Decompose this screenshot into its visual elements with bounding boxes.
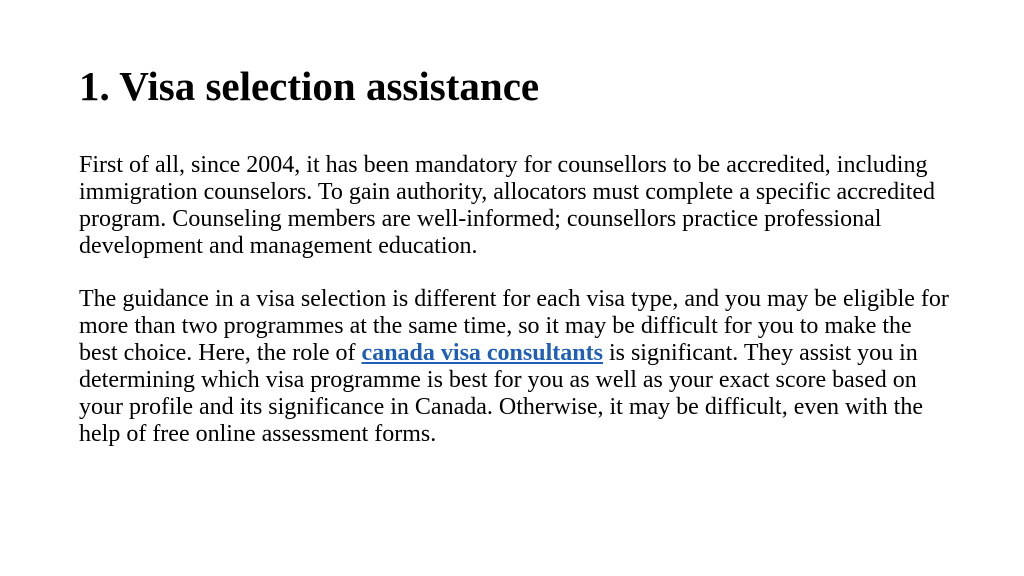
canada-visa-consultants-link[interactable]: canada visa consultants [361, 340, 603, 366]
paragraph-text-after-link: is significant. They assist you in determining which visa programme is best for you as well as your exact score based on your profile and its significance in Canada. Otherwise, it may be difficult, even with the help of free online assessment forms. [79, 340, 923, 447]
paragraph-accreditation: First of all, since 2004, it has been mandatory for counsellors to be accredited, including immigration counselors. To gain authority, allocators must complete a specific accredited program. Counseling members are well-informed; counsellors practice professional development and management education. [79, 152, 936, 259]
paragraph-visa-guidance [79, 286, 949, 448]
paragraph-text-before-link: The guidance in a visa selection is different for each visa type, and you may be eligible for more than two programmes at the same time, so it may be difficult for you to make the best choice. Here, the role of [79, 286, 949, 366]
slide-title: 1. Visa selection assistance [79, 63, 540, 109]
